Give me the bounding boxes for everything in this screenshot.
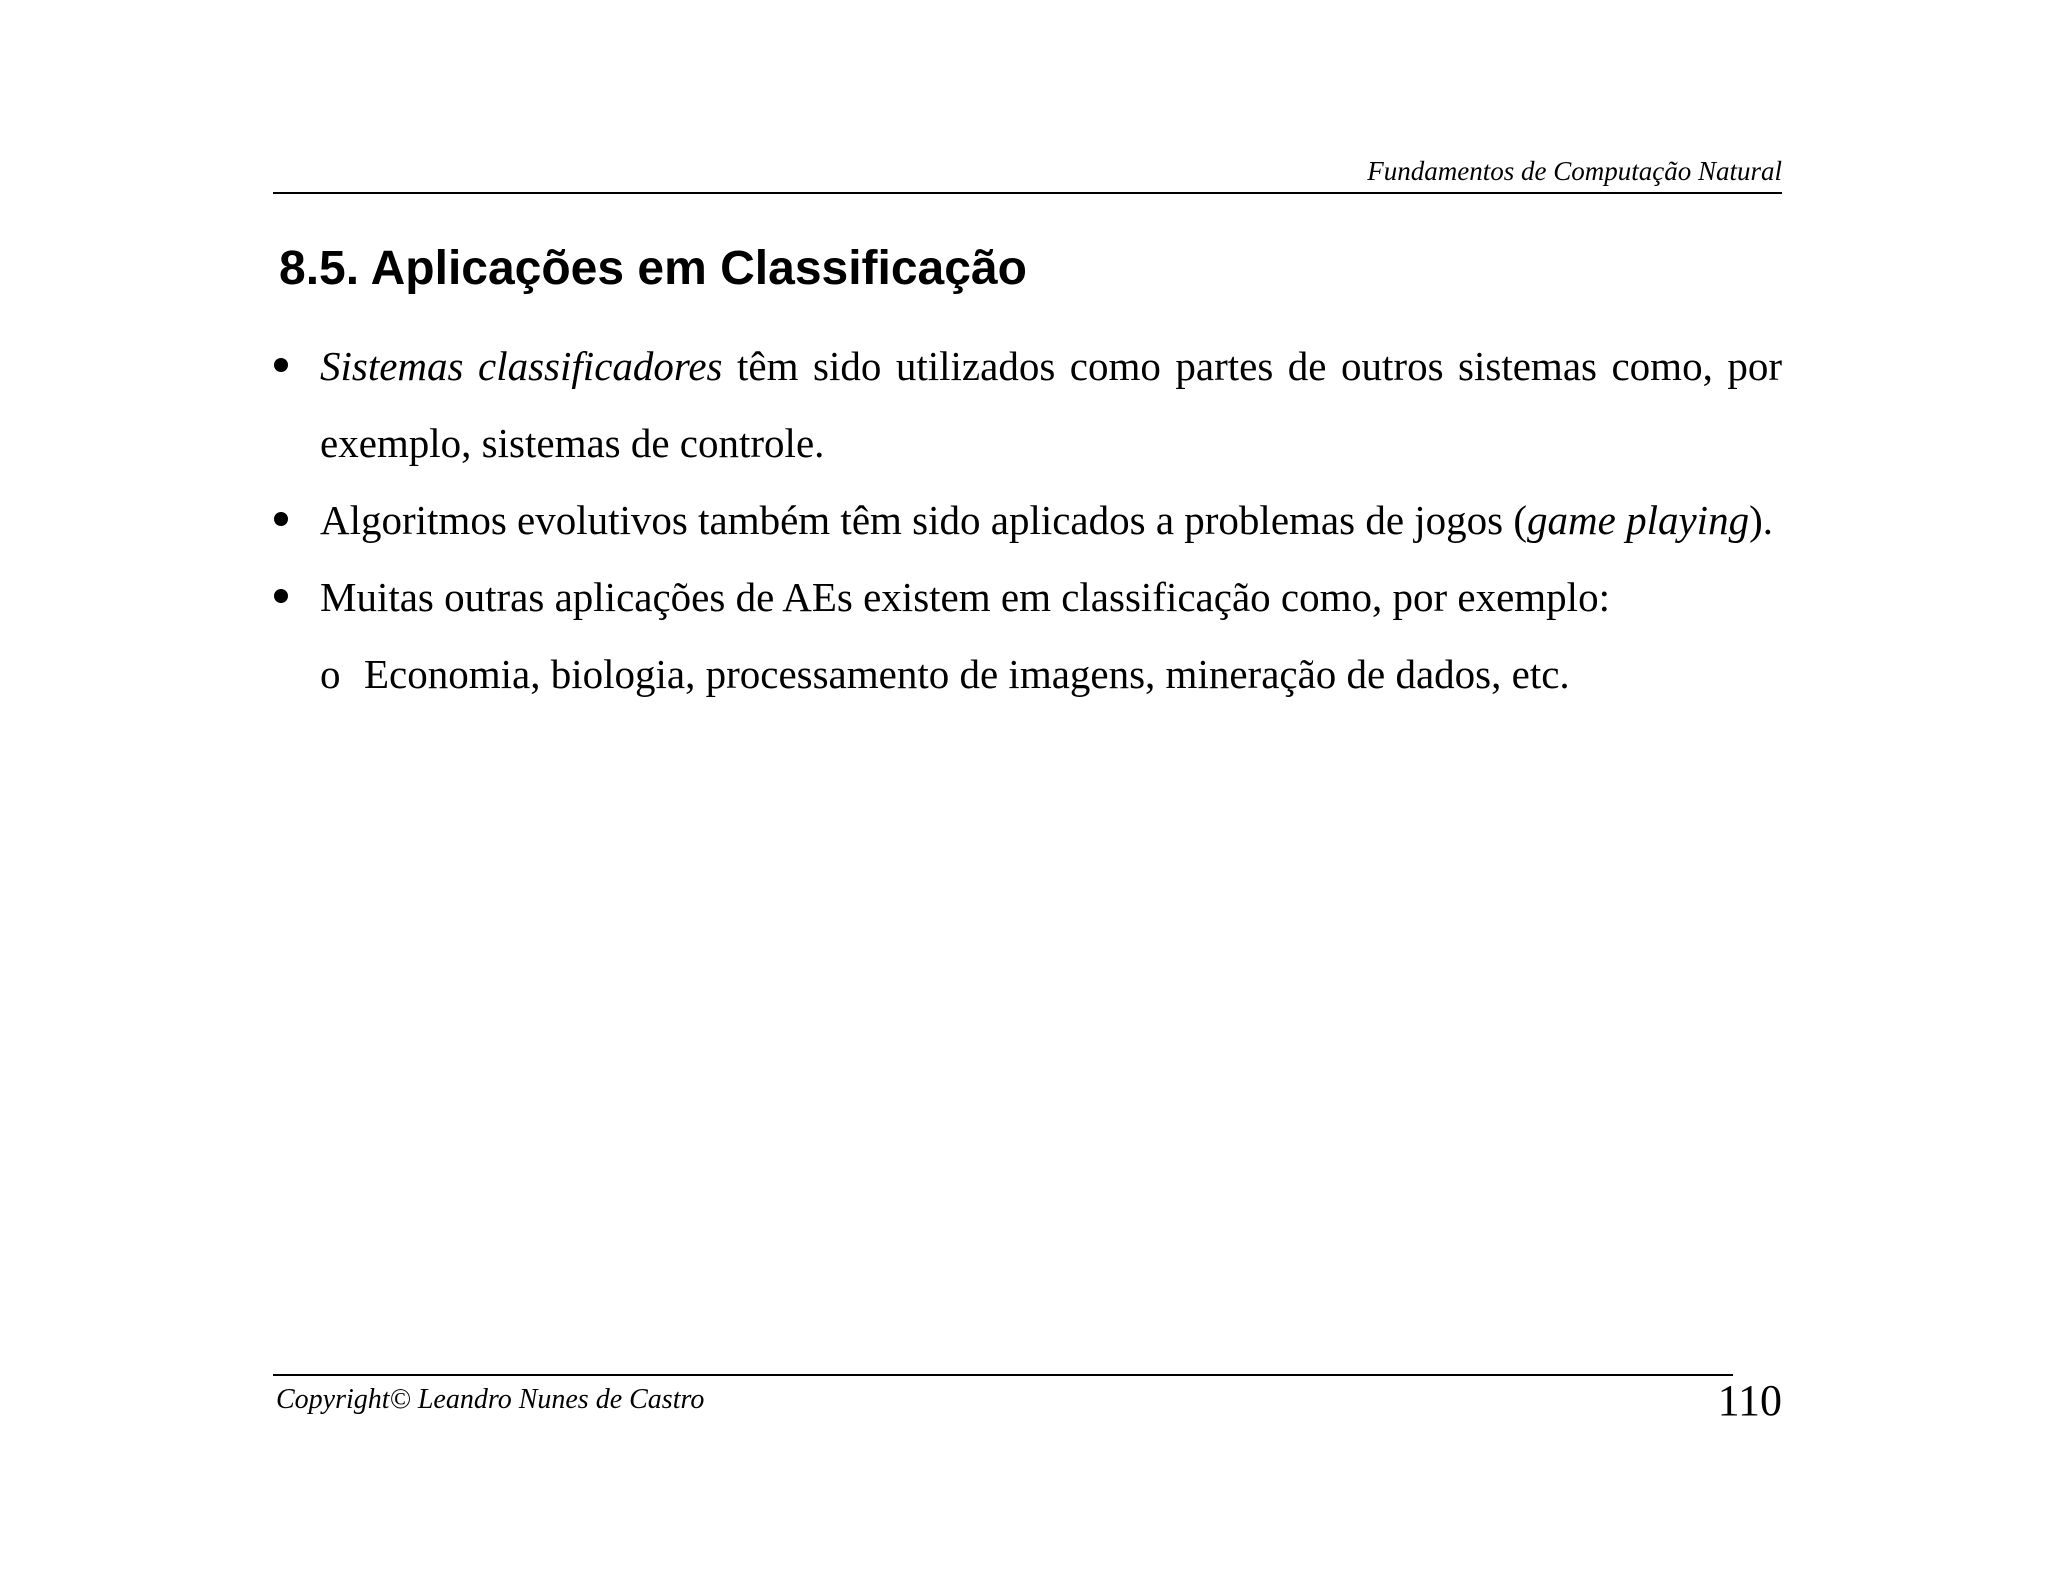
- bullet-icon: [274, 358, 288, 372]
- bullet-icon: [274, 589, 288, 603]
- bullet-text: têm sido utilizados como partes de outros sistemas como, por exemplo, sistemas de controle.: [320, 343, 1782, 466]
- section-title: 8.5. Aplicações em Classificação: [279, 242, 1027, 295]
- bullet-item-game-playing: [272, 482, 1782, 559]
- page-footer: [273, 1374, 1733, 1415]
- bullet-item-other-applications: [272, 559, 1782, 713]
- bullet-item-classifier-systems: [272, 328, 1782, 482]
- italic-term-sistemas-classificadores: Sistemas classificadores: [320, 343, 723, 389]
- bullet-text: Muitas outras aplicações de AEs existem em classificação como, por exemplo:: [320, 574, 1610, 620]
- bullet-icon: [274, 512, 288, 526]
- sub-item-text: Economia, biologia, processamento de imagens, mineração de dados, etc.: [364, 651, 1570, 697]
- bullet-text: Algoritmos evolutivos também têm sido aplicados a problemas de jogos (: [320, 497, 1528, 543]
- running-title: Fundamentos de Computação Natural: [1367, 156, 1782, 186]
- italic-term-game-playing: game playing: [1527, 497, 1750, 543]
- sub-bullet-icon: o: [320, 651, 341, 697]
- sub-list-item: [320, 636, 1782, 713]
- copyright-text: Copyright© Leandro Nunes de Castro: [276, 1384, 705, 1415]
- bullet-list: [272, 328, 1782, 713]
- page-number: 110: [1717, 1376, 1782, 1425]
- bullet-text-end: ).: [1749, 497, 1773, 543]
- page-header: [273, 152, 1782, 194]
